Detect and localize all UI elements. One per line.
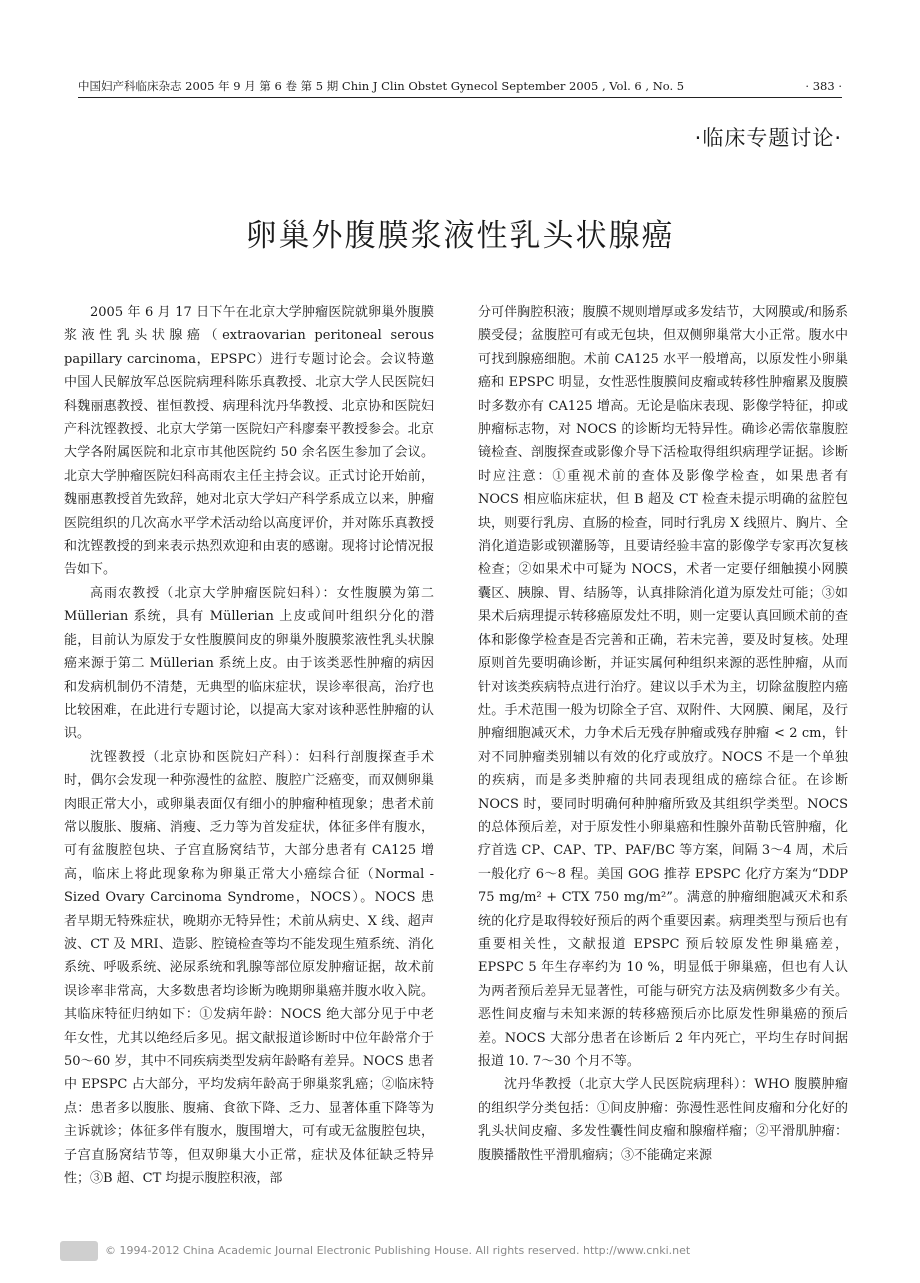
cnki-logo	[60, 1241, 98, 1261]
paragraph-gao-yunong: 高雨农教授（北京大学肿瘤医院妇科）：女性腹膜为第二 Müllerian 系统，具有 Müllerian 上皮或间叶组织分化的潜能，目前认为原发于女性腹膜间皮的卵巢外腹膜浆液性乳头状腺癌来源于第二 Müllerian 系统上皮。由于该类恶性肿瘤的病因和发病机制仍不清楚，无典型的临床症状，误诊率很高，治疗也比较困难，在此进行专题讨论，以提高大家对该种恶性肿瘤的认识。	[64, 585, 434, 742]
left-column	[64, 301, 434, 1190]
page-footer	[60, 1241, 860, 1263]
right-column	[478, 301, 848, 1167]
journal-citation: 中国妇产科临床杂志 2005 年 9 月 第 6 卷 第 5 期 Chin J Clin Obstet Gynecol September 2005 , Vol. 6 , No. 5	[78, 79, 685, 93]
section-label: ·临床专题讨论·	[694, 126, 842, 150]
page-number: · 383 ·	[805, 79, 842, 93]
paragraph-shen-keng: 沈铿教授（北京协和医院妇产科）：妇科行剖腹探查手术时，偶尔会发现一种弥漫性的盆腔、腹腔广泛癌变，而双侧卵巢肉眼正常大小，或卵巢表面仅有细小的肿瘤种植现象；患者术前常以腹胀、腹痛、消瘦、乏力等为首发症状，体征多伴有腹水，可有盆腹腔包块、子宫直肠窝结节，大部分患者有 CA125 增高，临床上将此现象称为卵巢正常大小癌综合征（Normal - Sized Ovary Carcinoma Syndrome，NOCS）。NOCS 患者早期无特殊症状，晚期亦无特异性；术前从病史、X 线、超声波、CT 及 MRI、造影、腔镜检查等均不能发现生殖系统、消化系统、呼吸系统、泌尿系统和乳腺等部位原发肿瘤证据，故术前误诊率非常高，大多数患者均诊断为晚期卵巢癌并腹水收入院。其临床特征归纳如下：①发病年龄：NOCS 绝大部分见于中老年女性，尤其以绝经后多见。据文献报道诊断时中位年龄常介于 50～60 岁，其中不同疾病类型发病年龄略有差异。NOCS 患者中 EPSPC 占大部分，平均发病年龄高于卵巢浆乳癌；②临床特点：患者多以腹胀、腹痛、食欲下降、乏力、显著体重下降等为主诉就诊；体征多伴有腹水，腹围增大，可有或无盆腹腔包块，子宫直肠窝结节等，但双卵巢大小正常，症状及体征缺乏特异性；③B 超、CT 均提示腹腔积液，部	[64, 749, 434, 1187]
paragraph-intro: 2005 年 6 月 17 日下午在北京大学肿瘤医院就卵巢外腹膜浆液性乳头状腺癌（extraovarian peritoneal serous papillary carcinoma，EPSPC）进行专题讨论会。会议特邀中国人民解放军总医院病理科陈乐真教授、北京大学人民医院妇科魏丽惠教授、崔恒教授、病理科沈丹华教授、北京协和医院妇产科沈铿教授、北京大学第一医院妇产科廖秦平教授参会。北京大学各附属医院和北京市其他医院约 50 余名医生参加了会议。北京大学肿瘤医院妇科高雨农主任主持会议。正式讨论开始前，魏丽惠教授首先致辞，她对北京大学妇产科学系成立以来，肿瘤医院组织的几次高水平学术活动给以高度评价，并对陈乐真教授和沈铿教授的到来表示热烈欢迎和由衷的感谢。现将讨论情况报告如下。	[64, 305, 434, 578]
article-title: 卵巢外腹膜浆液性乳头状腺癌	[245, 218, 675, 254]
paragraph-shen-danhua: 沈丹华教授（北京大学人民医院病理科）：WHO 腹膜肿瘤的组织学分类包括：①间皮肿瘤：弥漫性恶性间皮瘤和分化好的乳头状间皮瘤、多发性囊性间皮瘤和腺瘤样瘤；②平滑肌肿瘤：腹膜播散性平滑肌瘤病；③不能确定来源	[478, 1077, 848, 1163]
paragraph-shen-keng-continued: 分可伴胸腔积液；腹膜不规则增厚或多发结节，大网膜或/和肠系膜受侵；盆腹腔可有或无包块，但双侧卵巢常大小正常。腹水中可找到腺癌细胞。术前 CA125 水平一般增高，以原发性小卵巢癌和 EPSPC 明显，女性恶性腹膜间皮瘤或转移性肿瘤累及腹膜时多数亦有 CA125 增高。无论是临床表现、影像学特征，抑或肿瘤标志物，对 NOCS 的诊断均无特异性。确诊必需依靠腹腔镜检查、剖腹探查或影像介导下活检取得组织病理学证据。诊断时应注意：①重视术前的查体及影像学检查，如果患者有 NOCS 相应临床症状，但 B 超及 CT 检查未提示明确的盆腔包块，则要行乳房、直肠的检查，同时行乳房 X 线照片、胸片、全消化道造影或钡灌肠等，且要请经验丰富的影像学专家再次复核检查；②如果术中可疑为 NOCS，术者一定要仔细触摸小网膜囊区、胰腺、胃、结肠等，认真排除消化道为原发灶可能；③如果术后病理提示转移癌原发灶不明，则一定要认真回顾术前的查体和影像学检查是否完善和正确，若未完善，要及时复核。处理原则首先要明确诊断，并证实属何种组织来源的恶性肿瘤，从而针对该类疾病特点进行治疗。建议以手术为主，切除盆腹腔内癌灶。手术范围一般为切除全子宫、双附件、大网膜、阑尾，及行肿瘤细胞减灭术，力争术后无残存肿瘤或残存肿瘤 < 2 cm，针对不同肿瘤类别辅以有效的化疗或放疗。NOCS 不是一个单独的疾病，而是多类肿瘤的共同表现组成的癌综合征。在诊断 NOCS 时，要同时明确何种肿瘤所致及其组织学类型。NOCS 的总体预后差，对于原发性小卵巢癌和性腺外苗勒氏管肿瘤，化疗首选 CP、CAP、TP、PAF/BC 等方案，间隔 3～4 周，术后一般化疗 6～8 程。美国 GOG 推荐 EPSPC 化疗方案为“DDP 75 mg/m² + CTX 750 mg/m²”。满意的肿瘤细胞减灭术和系统的化疗是取得较好预后的两个重要因素。病理类型与预后也有重要相关性，文献报道 EPSPC 预后较原发性卵巢癌差，EPSPC 5 年生存率约为 10 %，明显低于卵巢癌，但也有人认为两者预后差异无显著性，可能与研究方法及病例数多少有关。恶性间皮瘤与未知来源的转移癌预后亦比原发性卵巢癌的预后差。NOCS 大部分患者在诊断后 2 年内死亡，平均生存时间据报道 10. 7～30 个月不等。	[478, 305, 848, 1069]
copyright-text: © 1994-2012 China Academic Journal Electronic Publishing House. All rights reserved. http://www.cnki.net	[105, 1244, 691, 1257]
running-header	[78, 78, 842, 98]
